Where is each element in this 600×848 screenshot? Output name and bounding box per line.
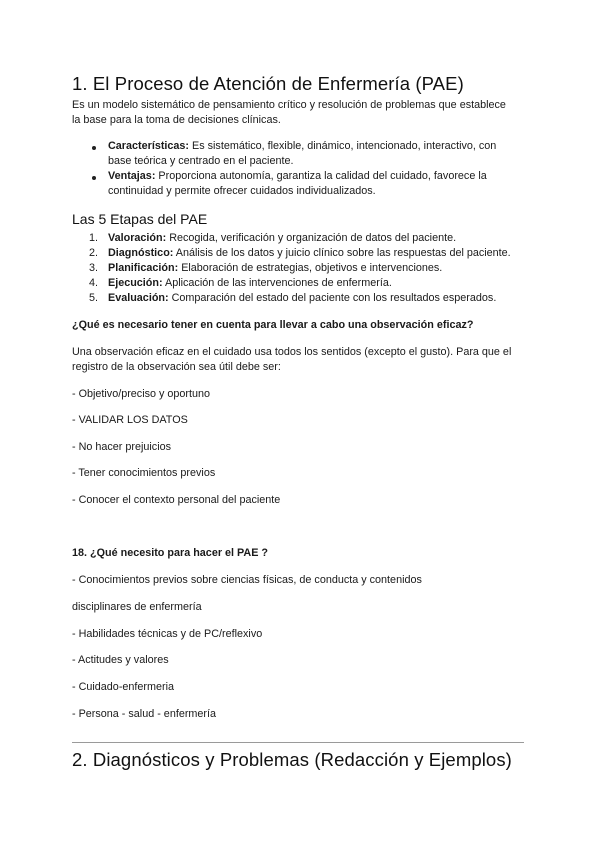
q18-item: disciplinares de enfermería bbox=[72, 601, 202, 613]
q18-item: - Conocimientos previos sobre ciencias físicas, de conducta y contenidos bbox=[72, 574, 422, 586]
observation-item: - Conocer el contexto personal del paciente bbox=[72, 494, 281, 506]
q18-item: - Cuidado-enfermeria bbox=[72, 681, 175, 693]
section-1-title: 1. El Proceso de Atención de Enfermería (PAE) bbox=[72, 73, 464, 94]
q18-item: - Habilidades técnicas y de PC/reflexivo bbox=[72, 628, 263, 640]
bullet-text: Es sistemático, flexible, dinámico, intencionado, interactivo, con bbox=[189, 140, 497, 152]
bullet-advantages-cont: continuidad y permite ofrecer cuidados individualizados. bbox=[108, 185, 376, 197]
stage-label: Diagnóstico: bbox=[108, 247, 174, 259]
section-2-title: 2. Diagnósticos y Problemas (Redacción y Ejemplos) bbox=[72, 749, 512, 770]
intro-line-2: la base para la toma de decisiones clínicas. bbox=[72, 114, 281, 126]
stage-item bbox=[108, 231, 456, 246]
q18-item: - Persona - salud - enfermería bbox=[72, 708, 217, 720]
stage-item bbox=[108, 291, 496, 306]
observation-item: - Tener conocimientos previos bbox=[72, 467, 216, 479]
stage-text: Comparación del estado del paciente con los resultados esperados. bbox=[168, 292, 497, 304]
stage-label: Ejecución: bbox=[108, 277, 163, 289]
bullet-label: Ventajas: bbox=[108, 170, 156, 182]
stage-item bbox=[108, 246, 511, 261]
bullet-characteristics-cont: base teórica y centrado en el paciente. bbox=[108, 155, 294, 167]
stage-number: 4. bbox=[88, 277, 98, 289]
stages-title: Las 5 Etapas del PAE bbox=[72, 211, 208, 227]
stage-number: 1. bbox=[88, 232, 98, 244]
stage-number: 2. bbox=[88, 247, 98, 259]
stage-number: 5. bbox=[88, 292, 98, 304]
q18-item: - Actitudes y valores bbox=[72, 654, 169, 666]
intro-line-1: Es un modelo sistemático de pensamiento crítico y resolución de problemas que establece bbox=[72, 99, 506, 111]
bullet-advantages bbox=[108, 169, 487, 184]
stage-label: Valoración: bbox=[108, 232, 167, 244]
stage-item bbox=[108, 261, 442, 276]
horizontal-divider bbox=[72, 742, 524, 743]
stage-label: Planificación: bbox=[108, 262, 179, 274]
bullet-characteristics bbox=[108, 139, 496, 154]
observation-item: - Objetivo/preciso y oportuno bbox=[72, 388, 211, 400]
observation-question: ¿Qué es necesario tener en cuenta para llevar a cabo una observación eficaz? bbox=[72, 319, 474, 331]
bullet-dot-icon bbox=[92, 146, 96, 150]
observation-item: - No hacer prejuicios bbox=[72, 441, 172, 453]
stage-label: Evaluación: bbox=[108, 292, 169, 304]
bullet-text: Proporciona autonomía, garantiza la calidad del cuidado, favorece la bbox=[155, 170, 487, 182]
stage-text: Recogida, verificación y organización de datos del paciente. bbox=[166, 232, 457, 244]
stage-text: Elaboración de estrategias, objetivos e intervenciones. bbox=[178, 262, 443, 274]
q18-question: 18. ¿Qué necesito para hacer el PAE ? bbox=[72, 547, 269, 559]
observation-answer-line-1: Una observación eficaz en el cuidado usa todos los sentidos (excepto el gusto). Para que el bbox=[72, 346, 512, 358]
bullet-label: Características: bbox=[108, 140, 190, 152]
stage-text: Análisis de los datos y juicio clínico sobre las respuestas del paciente. bbox=[173, 247, 511, 259]
observation-item: - VALIDAR LOS DATOS bbox=[72, 414, 188, 426]
stage-text: Aplicación de las intervenciones de enfermería. bbox=[162, 277, 392, 289]
observation-answer-line-2: registro de la observación sea útil debe ser: bbox=[72, 361, 281, 373]
bullet-dot-icon bbox=[92, 176, 96, 180]
stage-number: 3. bbox=[88, 262, 98, 274]
stage-item bbox=[108, 276, 392, 291]
